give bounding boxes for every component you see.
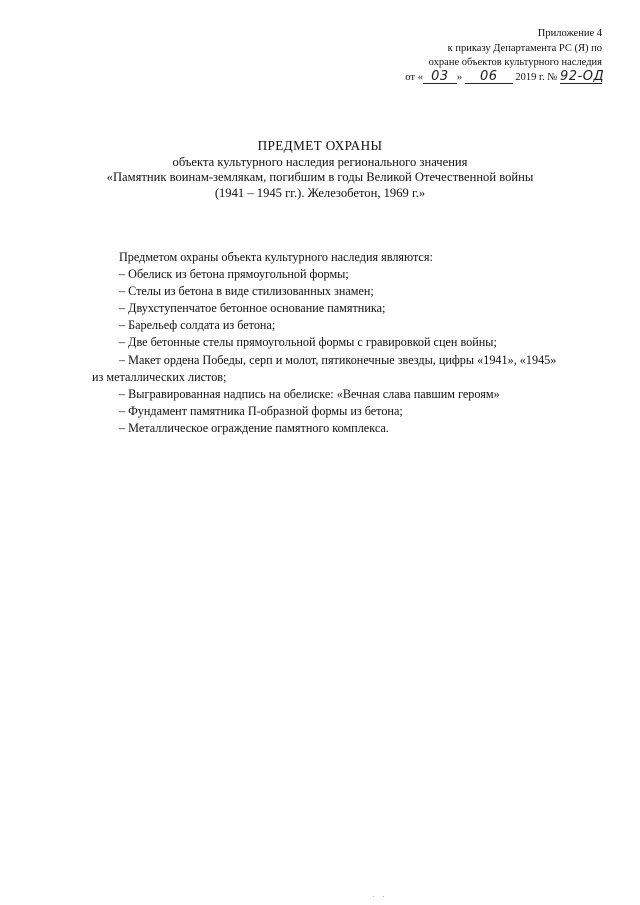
list-item: – Макет ордена Победы, серп и молот, пятиконечные звезды, цифры «1941», «1945» xyxy=(119,352,557,367)
date-year: 2019 г. № xyxy=(515,71,558,83)
title-object-date: (1941 – 1945 гг.). Железобетон, 1969 г.» xyxy=(214,185,426,200)
appendix-header xyxy=(405,27,605,85)
appendix-order-ref: к приказу Департамента РС (Я) по xyxy=(447,42,602,54)
list-item: – Двухступенчатое бетонное основание памятника; xyxy=(119,301,386,316)
appendix-title: Приложение 4 xyxy=(537,28,602,39)
date-prefix: от « xyxy=(405,71,423,83)
title-block xyxy=(95,138,545,201)
scan-artifact: · · xyxy=(372,893,388,901)
order-number: 92-ОД xyxy=(560,68,605,84)
list-item: – Фундамент памятника П-образной формы из бетона; xyxy=(119,403,403,418)
date-day: 03 xyxy=(423,71,457,84)
appendix-date-number xyxy=(405,68,605,86)
title-object-name: «Памятник воинам-землякам, погибшим в годы Великой Отечественной войны xyxy=(106,170,534,185)
date-month: 06 xyxy=(465,71,513,84)
date-mid: » xyxy=(456,71,463,83)
appendix-department: охране объектов культурного наследия xyxy=(428,57,602,68)
list-item: – Барельеф солдата из бетона; xyxy=(119,318,276,333)
document-title: ПРЕДМЕТ ОХРАНЫ xyxy=(257,138,383,153)
list-item: – Обелиск из бетона прямоугольной формы; xyxy=(119,267,349,282)
list-item: – Металлическое ограждение памятного комплекса. xyxy=(119,420,389,435)
list-item: – Две бетонные стелы прямоугольной формы с гравировкой сцен войны; xyxy=(119,335,497,350)
list-item: – Выгравированная надпись на обелиске: «Вечная слава павшим героям» xyxy=(119,386,500,401)
list-item: – Стелы из бетона в виде стилизованных знамен; xyxy=(119,284,374,299)
protection-subject-list xyxy=(92,249,607,437)
list-item-continuation: из металлических листов; xyxy=(92,369,227,384)
title-subtitle: объекта культурного наследия регионального значения xyxy=(172,154,468,169)
list-intro: Предметом охраны объекта культурного наследия являются: xyxy=(119,250,433,264)
